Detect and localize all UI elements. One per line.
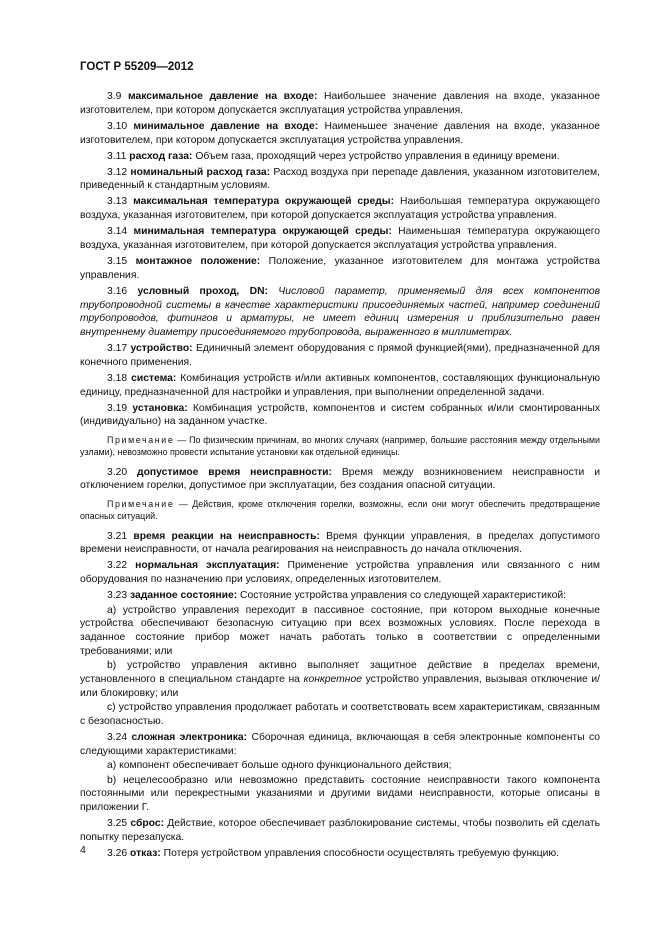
term-definition: Числовой параметр, применяемый для всех компонентов трубопроводной системы в качестве характеристики присоединяемых частей, например соединений трубопроводов, фитингов и арматуры, не имеет единиц измерения и приблизительно равен внутреннему диаметру присоединяемого трубопровода, выраженного в миллиметрах. <box>80 285 600 338</box>
term-name: устройство: <box>130 343 193 355</box>
term-definition: Потеря устройством управления способности осуществлять требуемую функцию. <box>160 848 560 860</box>
term-name: минимальная температура окружающей среды: <box>133 226 392 238</box>
term-entry-3-24: 3.24 сложная электроника: Сборочная единица, включающая в себя электронные компоненты со следующими характеристиками: <box>80 732 601 757</box>
term-definition: Состояние устройства управления со следующей характеристикой: <box>237 590 566 602</box>
term-entry-3-9: 3.9 максимальное давление на входе: Наибольшее значение давления на входе, указанное изготовителем, при котором допускается эксплуатация устройства управления. <box>80 91 600 116</box>
term-definition: Время между возникновением неисправности и отключением горелки, допустимое при эксплуатации, без создания опасной ситуации. <box>80 466 600 492</box>
term-name: допустимое время неисправности: <box>137 466 332 478</box>
term-name: условный проход, DN: <box>137 285 268 297</box>
term-entry-3-12: 3.12 номинальный расход газа: Расход воздуха при перепаде давления, указанном изготовителем, приведенный к стандартным условиям. <box>80 166 600 192</box>
term-entry-3-13: 3.13 максимальная температура окружающей среды: Наибольшая температура окружающего воздуха, указанная изготовителем, при которой допускается эксплуатация устройства управления. <box>80 196 600 222</box>
term-definition: Время функции управления, в пределах допустимого времени неисправности, от начала реагирования на неисправность до начала отключения. <box>80 530 600 556</box>
list-item: a) компонент обеспечивает больше одного функционального действия; <box>107 760 452 772</box>
term-definition: Наибольшая температура окружающего воздуха, указанная изготовителем, при которой допускается эксплуатация устройства управления. <box>80 196 600 222</box>
standard-header: ГОСТ Р 55209—2012 <box>80 61 194 73</box>
term-entry-3-26: 3.26 отказ: Потеря устройством управления способности осуществлять требуемую функцию. <box>107 848 560 860</box>
term-definition: Расход воздуха при перепаде давления, указанном изготовителем, приведенный к стандартным условиям. <box>80 166 600 192</box>
list-item: c) устройство управления продолжает работать и соответствовать всем характеристикам, связанным с безопасностью. <box>80 702 600 727</box>
term-definition: Положение, указанное изготовителем для монтажа устройства управления. <box>80 256 600 281</box>
term-name: монтажное положение: <box>135 256 261 268</box>
term-entry-3-17: 3.17 устройство: Единичный элемент оборудования с прямой функцией(ями), предназначенной для конечного применения. <box>80 343 600 368</box>
term-name: система: <box>131 372 177 384</box>
list-item: b) нецелесообразно или невозможно представить состояние неисправности такого компонента постоянными или перекрестными указаниями и другими видами неисправности, которые описаны в приложении Г. <box>80 774 600 814</box>
note-installation <box>80 434 600 459</box>
list-item: b) устройство управления активно выполняет защитное действие в пределах времени, установленного в специальном стандарте на конкретное устройство управления, вызывая отключение и/или блокировку; или <box>80 660 600 699</box>
term-name: сложная электроника: <box>131 732 248 744</box>
page-number: 4 <box>80 844 86 856</box>
term-definition: Применение устройства управления или связанного с ним оборудования по назначению при условиях, определенных изготовителем. <box>80 560 600 586</box>
note-text: — По физическим причинам, во многих случаях (например, большие расстояния между отдельными узлами), невозможно провести испытание установки как отдельной единицы. <box>80 435 600 458</box>
note-label: Примечание <box>107 435 175 446</box>
term-name: отказ: <box>130 848 161 860</box>
term-definition: Сборочная единица, включающая в себя электронные компоненты со следующими характеристиками: <box>80 732 601 757</box>
term-name: заданное состояние: <box>130 590 238 602</box>
term-definition: Комбинация устройств, компонентов и систем собранных и/или смонтированных (индивидуально) на заданном участке. <box>80 402 601 428</box>
term-name: установка: <box>132 402 188 414</box>
term-entry-3-18: 3.18 система: Комбинация устройств и/или активных компонентов, составляющих функциональную единицу, предназначенной для настройки и управления, при выполнении определенной задачи. <box>80 372 601 398</box>
term-entry-3-16: 3.16 условный проход, DN: Числовой параметр, применяемый для всех компонентов трубопроводной системы в качестве характеристики присоединяемых частей, например соединений трубопроводов, фитингов и арматуры, не имеет единиц измерения и приблизительно равен внутреннему диаметру присоединяемого трубопровода, выраженного в миллиметрах. <box>80 285 600 338</box>
term-entry-3-23: 3.23 заданное состояние: Состояние устройства управления со следующей характеристикой: <box>107 590 566 602</box>
term-definition: Объем газа, проходящий через устройство управления в единицу времени. <box>192 150 560 162</box>
term-name: нормальная эксплуатация: <box>135 560 280 572</box>
term-name: максимальное давление на входе: <box>127 91 318 102</box>
term-entry-3-21: 3.21 время реакции на неисправность: Время функции управления, в пределах допустимого времени неисправности, от начала реагирования на неисправность до начала отключения. <box>80 530 600 556</box>
term-name: сброс: <box>130 818 165 830</box>
term-definition: Наибольшее значение давления на входе, указанное изготовителем, при котором допускается эксплуатация устройства управления. <box>80 91 600 116</box>
term-name: минимальное давление на входе: <box>133 120 319 132</box>
note-text: — Действия, кроме отключения горелки, возможны, если они могут обеспечить предотвращение опасных ситуаций. <box>80 499 600 522</box>
term-entry-3-11: 3.11 расход газа: Объем газа, проходящий через устройство управления в единицу времени. <box>107 150 560 162</box>
term-definition: Комбинация устройств и/или активных компонентов, составляющих функциональную единицу, предназначенной для настройки и управления, при выполнении определенной задачи. <box>80 372 601 398</box>
term-name: номинальный расход газа: <box>130 166 271 178</box>
term-definition: Наименьшая температура окружающего воздуха, указанная изготовителем, при которой допускается эксплуатация устройства управления. <box>80 226 601 251</box>
term-entry-3-25: 3.25 сброс: Действие, которое обеспечивает разблокирование системы, чтобы позволить ей сделать попытку перезапуска. <box>80 818 600 843</box>
term-definition: Действие, которое обеспечивает разблокирование системы, чтобы позволить ей сделать попытку перезапуска. <box>80 818 600 843</box>
term-name: максимальная температура окружающей среды: <box>133 196 395 208</box>
term-name: время реакции на неисправность: <box>133 530 320 542</box>
note-fault-time <box>80 498 600 523</box>
term-name: расход газа: <box>129 150 193 162</box>
term-entry-3-15: 3.15 монтажное положение: Положение, указанное изготовителем для монтажа устройства управления. <box>80 256 600 281</box>
list-item: a) устройство управления переходит в пассивное состояние, при котором выходные конечные устройства обеспечивают безопасную ситуацию при всех возможных условиях. После перехода в заданное состояние прибор может начать работать только в соответствии с определенными требованиями; или <box>80 604 600 657</box>
term-entry-3-10: 3.10 минимальное давление на входе: Наименьшее значение давления на входе, указанное изготовителем, при котором допускается эксплуатация устройства управления. <box>80 120 600 146</box>
term-definition: Наименьшее значение давления на входе, указанное изготовителем, при котором допускается эксплуатация устройства управления. <box>80 120 600 146</box>
terms-section <box>80 90 600 863</box>
note-label: Примечание <box>107 499 175 510</box>
term-entry-3-22: 3.22 нормальная эксплуатация: Применение устройства управления или связанного с ним оборудования по назначению при условиях, определенных изготовителем. <box>80 560 600 586</box>
term-entry-3-14: 3.14 минимальная температура окружающей среды: Наименьшая температура окружающего воздуха, указанная изготовителем, при которой допускается эксплуатация устройства управления. <box>80 226 601 251</box>
term-entry-3-20: 3.20 допустимое время неисправности: Время между возникновением неисправности и отключением горелки, допустимое при эксплуатации, без создания опасной ситуации. <box>80 466 600 492</box>
term-definition: Единичный элемент оборудования с прямой функцией(ями), предназначенной для конечного применения. <box>80 343 600 368</box>
term-entry-3-19: 3.19 установка: Комбинация устройств, компонентов и систем собранных и/или смонтированных (индивидуально) на заданном участке. <box>80 402 601 428</box>
